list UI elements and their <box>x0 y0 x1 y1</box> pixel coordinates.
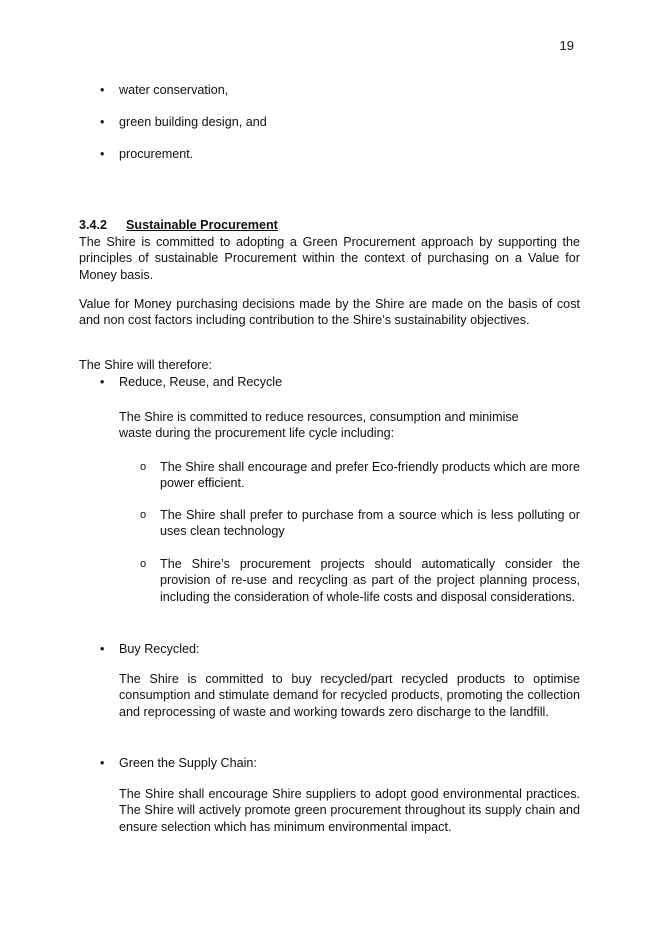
bullet-icon: • <box>100 642 105 656</box>
circle-bullet-icon: o <box>140 558 147 570</box>
circle-bullet-icon: o <box>140 461 147 473</box>
sub-list-item-text: The Shire shall prefer to purchase from a source which is less polluting or uses clean technology <box>160 508 580 539</box>
section-title: Sustainable Procurement <box>126 218 278 232</box>
section-heading <box>79 217 278 233</box>
section-number: 3.4.2 <box>79 218 108 232</box>
green-supply-chain-description: The Shire shall encourage Shire suppliers to adopt good environmental practices. The Shire will actively promote green procurement throughout its supply chain and ensure selection which has minimum environmental impact. <box>119 787 580 834</box>
reduce-description: The Shire is committed to reduce resources, consumption and minimise waste during the procurement life cycle including: <box>119 410 519 441</box>
bullet-icon: • <box>100 147 105 161</box>
sub-list-item-text: The Shire shall encourage and prefer Eco-friendly products which are more power efficient. <box>160 460 580 491</box>
sub-list-item-text: The Shire’s procurement projects should automatically consider the provision of re-use and recycling as part of the project planning process, including the consideration of whole-life costs and disposal considerations. <box>160 557 580 604</box>
bullet-icon: • <box>100 115 105 129</box>
page-number: 19 <box>559 38 574 53</box>
list-item-text: green building design, and <box>119 115 267 129</box>
list-item-label: Green the Supply Chain: <box>119 756 257 770</box>
bullet-icon: • <box>100 756 105 770</box>
bullet-icon: • <box>100 375 105 389</box>
lead-sentence: The Shire will therefore: <box>79 358 212 372</box>
circle-bullet-icon: o <box>140 509 147 521</box>
paragraph-green-procurement: The Shire is committed to adopting a Green Procurement approach by supporting the principles of sustainable Procurement within the context of purchasing on a Value for Money basis. <box>79 235 580 282</box>
list-item-label: Buy Recycled: <box>119 642 200 656</box>
buy-recycled-description: The Shire is committed to buy recycled/part recycled products to optimise consumption and stimulate demand for recycled products, promoting the collection and reprocessing of waste and working towards zero discharge to the landfill. <box>119 672 580 719</box>
list-item-label: Reduce, Reuse, and Recycle <box>119 375 283 389</box>
list-item-text: procurement. <box>119 147 194 161</box>
list-item-text: water conservation, <box>119 83 229 97</box>
bullet-icon: • <box>100 83 105 97</box>
paragraph-value-for-money: Value for Money purchasing decisions made by the Shire are made on the basis of cost and non cost factors including contribution to the Shire’s sustainability objectives. <box>79 297 580 328</box>
